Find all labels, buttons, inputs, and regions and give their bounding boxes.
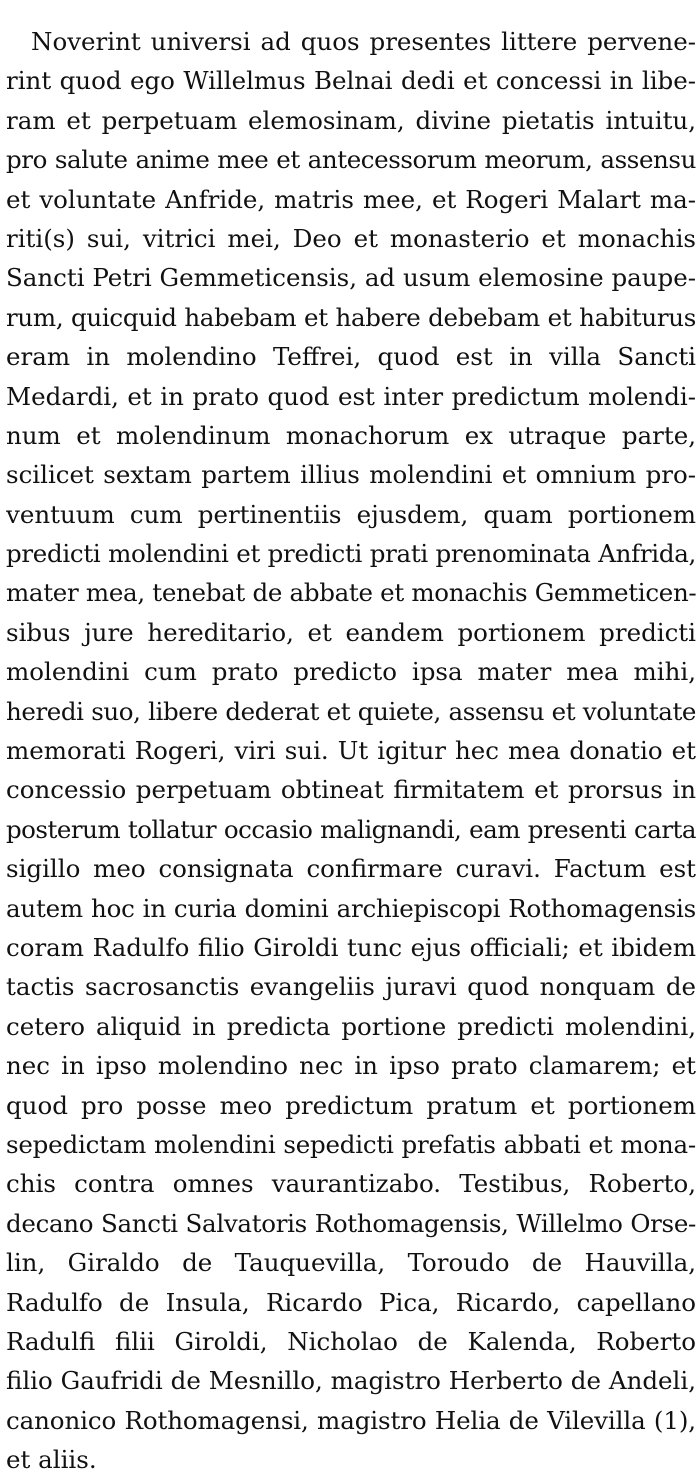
text-line: sigillo meo consignata confirmare curavi. Factum est <box>6 854 696 884</box>
text-line: eram in molendino Teffrei, quod est in villa Sancti <box>6 342 696 372</box>
text-line: concessio perpetuam obtineat firmitatem et prorsus in <box>6 775 696 805</box>
text-line: rint quod ego Willelmus Belnai dedi et concessi in libe- <box>6 66 696 96</box>
text-line: scilicet sextam partem illius molendini et omnium pro- <box>6 460 696 490</box>
text-line: chis contra omnes vaurantizabo. Testibus, Roberto, <box>6 1169 696 1199</box>
text-line: canonico Rothomagensi, magistro Helia de Vilevilla (1), <box>6 1405 696 1435</box>
charter-text <box>6 22 696 1479</box>
text-line: Noverint universi ad quos presentes littere pervene- <box>31 27 696 56</box>
text-line: posterum tollatur occasio malignandi, eam presenti carta <box>6 814 696 844</box>
text-line: ram et perpetuam elemosinam, divine pietatis intuitu, <box>6 105 696 135</box>
text-line: rum, quicquid habebam et habere debebam et habiturus <box>6 302 696 332</box>
text-line: num et molendinum monachorum ex utraque parte, <box>6 420 696 450</box>
text-line: decano Sancti Salvatoris Rothomagensis, Willelmo Orse- <box>6 1208 696 1238</box>
text-line: filio Gaufridi de Mesnillo, magistro Herberto de Andeli, <box>6 1366 696 1396</box>
text-line: Radulfo de Insula, Ricardo Pica, Ricardo, capellano <box>6 1287 696 1317</box>
text-line: mater mea, tenebat de abbate et monachis Gemmeticen- <box>6 578 696 608</box>
text-line: Sancti Petri Gemmeticensis, ad usum elemosine paupe- <box>6 263 696 293</box>
text-line: sepedictam molendini sepedicti prefatis abbati et mona- <box>6 1129 696 1159</box>
text-line: coram Radulfo filio Giroldi tunc ejus officiali; et ibidem <box>6 932 696 962</box>
text-line: sibus jure hereditario, et eandem portionem predicti <box>6 617 696 647</box>
text-line: quod pro posse meo predictum pratum et portionem <box>6 1090 696 1120</box>
text-line: Medardi, et in prato quod est inter predictum molendi- <box>6 381 696 411</box>
text-line: et voluntate Anfride, matris mee, et Rogeri Malart ma- <box>6 184 696 214</box>
text-line: pro salute anime mee et antecessorum meorum, assensu <box>6 145 696 175</box>
text-line: memorati Rogeri, viri sui. Ut igitur hec mea donatio et <box>6 736 696 766</box>
text-line: tactis sacrosanctis evangeliis juravi quod nonquam de <box>6 972 696 1002</box>
text-line: autem hoc in curia domini archiepiscopi Rothomagensis <box>6 893 696 923</box>
text-line: et aliis. <box>6 1445 97 1475</box>
text-line: riti(s) sui, vitrici mei, Deo et monasterio et monachis <box>6 223 696 253</box>
text-line: nec in ipso molendino nec in ipso prato clamarem; et <box>6 1051 696 1081</box>
text-line: Radulfi filii Giroldi, Nicholao de Kalenda, Roberto <box>6 1326 696 1356</box>
text-line: lin, Giraldo de Tauquevilla, Toroudo de Hauvilla, <box>6 1248 696 1278</box>
text-line: molendini cum prato predicto ipsa mater mea mihi, <box>6 657 696 687</box>
text-line: predicti molendini et predicti prati prenominata Anfrida, <box>6 539 696 569</box>
text-line: heredi suo, libere dederat et quiete, assensu et voluntate <box>6 696 696 726</box>
text-line: ventuum cum pertinentiis ejusdem, quam portionem <box>6 499 696 529</box>
text-line: cetero aliquid in predicta portione predicti molendini, <box>6 1011 696 1041</box>
